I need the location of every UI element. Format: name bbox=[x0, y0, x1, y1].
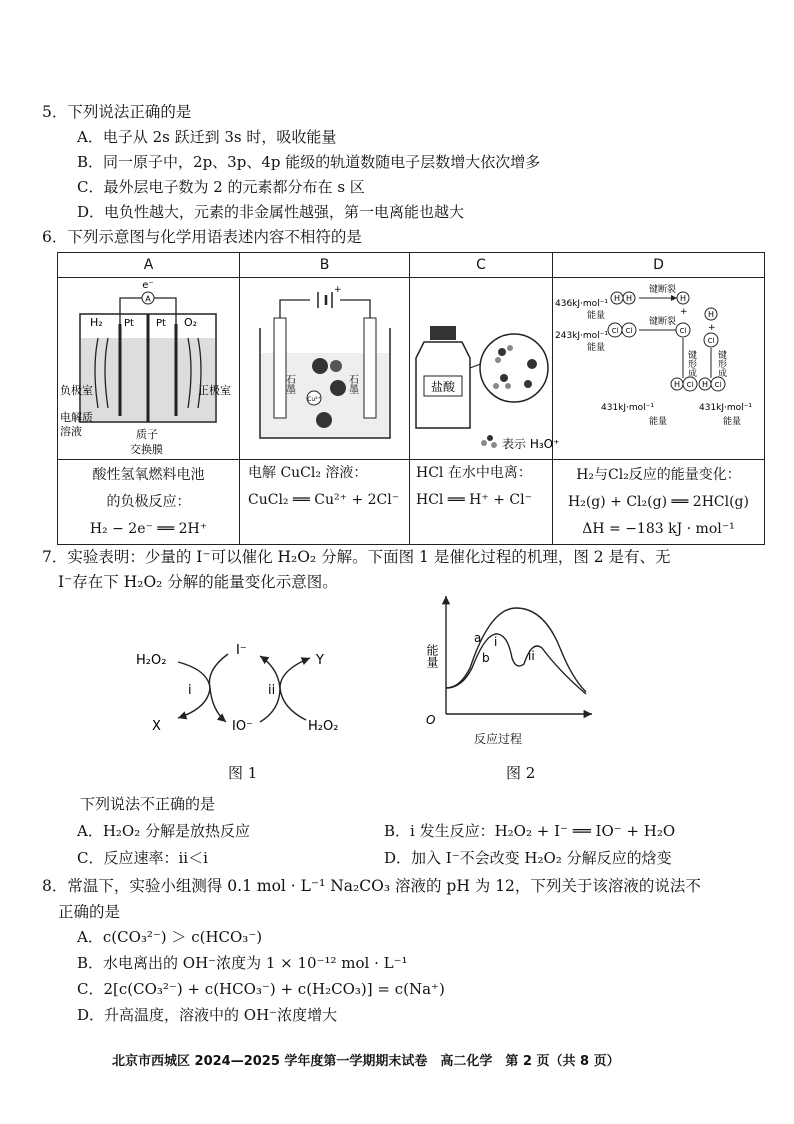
energy-label-1: 能量 bbox=[587, 311, 606, 321]
electrolyte-label-1: 电解质 bbox=[60, 411, 93, 424]
svg-text:Cl: Cl bbox=[707, 337, 715, 345]
header-c: C bbox=[410, 253, 553, 278]
curve-a bbox=[446, 608, 586, 692]
svg-text:H: H bbox=[625, 294, 633, 303]
q7-option-b: B．i 发生反应：H₂O₂ + I⁻ ══ IO⁻ + H₂O bbox=[384, 822, 676, 840]
curve-a-label: a bbox=[474, 631, 482, 645]
graphite-label-right: 石墨 bbox=[346, 374, 358, 394]
hydrochloric-acid-diagram bbox=[410, 278, 560, 459]
svg-text:H: H bbox=[613, 294, 621, 303]
page-footer: 北京市西城区 2024—2025 学年度第一学期期末试卷 高二化学 第 2 页（共 8 页） bbox=[112, 1054, 620, 1069]
peak-i-label: i bbox=[494, 635, 498, 649]
energy-243-label: 243kJ·mol⁻¹ bbox=[555, 331, 609, 341]
bond-energy-diagram bbox=[553, 278, 764, 459]
step-ii-label: ii bbox=[268, 683, 276, 698]
step-i-label: i bbox=[188, 683, 192, 698]
curve-b bbox=[446, 634, 586, 694]
membrane-label-1: 质子 bbox=[136, 428, 158, 441]
electrolysis-diagram bbox=[240, 278, 409, 459]
svg-text:Cl: Cl bbox=[625, 327, 633, 335]
svg-text:Cl: Cl bbox=[611, 327, 619, 335]
form-label-2: 键形成 bbox=[716, 350, 726, 377]
cl-ion bbox=[312, 358, 328, 374]
pt-left-label: Pt bbox=[124, 318, 134, 329]
q6-table bbox=[57, 252, 765, 545]
graphite-electrode-right bbox=[364, 318, 376, 418]
cl-ion bbox=[330, 380, 346, 396]
bottle-label: 盐酸 bbox=[430, 380, 456, 394]
q5-option-a: A．电子从 2s 跃迁到 3s 时，吸收能量 bbox=[77, 128, 337, 146]
peak-ii-label: ii bbox=[528, 649, 535, 663]
table-header-row bbox=[58, 253, 765, 278]
y-axis-label: 能量 bbox=[425, 644, 439, 668]
energy-436-label: 436kJ·mol⁻¹ bbox=[555, 299, 609, 309]
q7-stem-1: 7．实验表明：少量的 I⁻可以催化 H₂O₂ 分解。下面图 1 是催化过程的机理，图 2 是有、无 bbox=[42, 548, 671, 566]
pt-right-label: Pt bbox=[156, 318, 166, 329]
origin-label: O bbox=[426, 713, 436, 727]
iodide-label: I⁻ bbox=[236, 643, 247, 658]
svg-text:Cl: Cl bbox=[714, 381, 722, 389]
svg-text:+: + bbox=[334, 285, 342, 295]
caption-b: 电解 CuCl₂ 溶液： CuCl₂ ══ Cu²⁺ + 2Cl⁻ bbox=[240, 460, 410, 545]
svg-text:H: H bbox=[679, 294, 687, 303]
svg-text:H: H bbox=[701, 380, 709, 389]
q6-stem: 6．下列示意图与化学用语表述内容不相符的是 bbox=[42, 228, 362, 246]
q8-stem-1: 8．常温下，实验小组测得 0.1 mol · L⁻¹ Na₂CO₃ 溶液的 pH 为 12，下列关于该溶液的说法不 bbox=[42, 877, 701, 895]
q5-option-b: B．同一原子中，2p、3p、4p 能级的轨道数随电子层数增大依次增多 bbox=[77, 153, 541, 171]
h2o2-second-label: H₂O₂ bbox=[308, 719, 339, 734]
q7-stem-2: I⁻存在下 H₂O₂ 分解的能量变化示意图。 bbox=[58, 573, 338, 591]
step-i-arrow-left bbox=[178, 662, 210, 718]
h2-label: H₂ bbox=[90, 316, 103, 329]
catalysis-mechanism-figure bbox=[120, 630, 370, 740]
figure-row bbox=[58, 278, 765, 460]
energy-label-2: 能量 bbox=[587, 343, 606, 353]
anode-chamber-label: 负极室 bbox=[60, 384, 93, 397]
fuel-cell-diagram bbox=[58, 278, 239, 459]
svg-text:Cu²⁺: Cu²⁺ bbox=[307, 396, 321, 403]
q7-lead: 下列说法不正确的是 bbox=[80, 795, 216, 813]
magnified-view bbox=[480, 334, 548, 402]
graphite-electrode-left bbox=[274, 318, 286, 418]
membrane-label-2: 交换膜 bbox=[130, 443, 163, 456]
svg-text:+: + bbox=[680, 307, 688, 317]
header-b: B bbox=[240, 253, 410, 278]
q8-option-a: A．c(CO₃²⁻) ＞ c(HCO₃⁻) bbox=[77, 928, 263, 946]
energy-label-4: 能量 bbox=[723, 417, 742, 427]
svg-text:+: + bbox=[708, 323, 716, 333]
o2-label: O₂ bbox=[184, 316, 198, 329]
graphite-label-left: 石墨 bbox=[283, 374, 295, 394]
break-label-2: 键断裂 bbox=[649, 317, 677, 327]
cathode-chamber-label: 正极室 bbox=[198, 384, 231, 397]
hypoiodite-label: IO⁻ bbox=[232, 719, 253, 734]
step-ii-arrow-right bbox=[280, 658, 310, 720]
q7-option-d: D．加入 I⁻不会改变 H₂O₂ 分解反应的焓变 bbox=[384, 849, 672, 867]
q7-option-a: A．H₂O₂ 分解是放热反应 bbox=[77, 822, 251, 840]
electron-label: e⁻ bbox=[142, 280, 154, 291]
q8-option-c: C．2[c(CO₃²⁻) + c(HCO₃⁻) + c(H₂CO₃)] = c(Na⁺) bbox=[77, 980, 445, 998]
q5-stem: 5．下列说法正确的是 bbox=[42, 103, 192, 121]
step-i-arrow-right bbox=[209, 654, 228, 722]
h2o2-reactant-label: H₂O₂ bbox=[136, 653, 167, 668]
q8-option-b: B．水电离出的 OH⁻浓度为 1 × 10⁻¹² mol · L⁻¹ bbox=[77, 954, 408, 972]
form-label-1: 键形成 bbox=[686, 350, 696, 377]
svg-text:A: A bbox=[145, 294, 151, 304]
electrolyte-label-2: 溶液 bbox=[60, 425, 82, 438]
break-label-1: 键断裂 bbox=[649, 285, 677, 295]
svg-text:H: H bbox=[673, 380, 681, 389]
bottle-cap bbox=[430, 326, 456, 340]
h3o-icon bbox=[487, 435, 493, 441]
energy-profile-figure bbox=[420, 588, 600, 736]
svg-text:Cl: Cl bbox=[686, 381, 694, 389]
q5-option-c: C．最外层电子数为 2 的元素都分布在 s 区 bbox=[77, 178, 365, 196]
header-a: A bbox=[58, 253, 240, 278]
figure-2-label: 图 2 bbox=[506, 764, 536, 782]
cl-ion bbox=[316, 412, 332, 428]
h3o-legend: 表示 H₃O⁺ bbox=[502, 437, 560, 451]
q7-option-c: C．反应速率：ii＜i bbox=[77, 849, 208, 867]
curve-b-label: b bbox=[482, 651, 490, 665]
caption-row bbox=[58, 460, 765, 545]
caption-a: 酸性氢氧燃料电池 的负极反应： H₂ − 2e⁻ ══ 2H⁺ bbox=[58, 460, 240, 545]
svg-text:Cl: Cl bbox=[679, 327, 687, 335]
product-y-label: Y bbox=[316, 653, 324, 668]
x-axis-label: 反应过程 bbox=[474, 732, 523, 746]
header-d: D bbox=[553, 253, 765, 278]
caption-c: HCl 在水中电离： HCl ══ H⁺ + Cl⁻ bbox=[410, 460, 553, 545]
q8-stem-2: 正确的是 bbox=[58, 903, 121, 921]
figure-1-label: 图 1 bbox=[228, 764, 258, 782]
svg-text:H: H bbox=[707, 310, 715, 319]
energy-431-label-2: 431kJ·mol⁻¹ bbox=[699, 403, 753, 413]
q5-option-d: D．电负性越大，元素的非金属性越强，第一电离能也越大 bbox=[77, 203, 465, 221]
energy-431-label-1: 431kJ·mol⁻¹ bbox=[601, 403, 655, 413]
caption-d: H₂与Cl₂反应的能量变化： H₂(g) + Cl₂(g) ══ 2HCl(g) ΔH = −183 kJ · mol⁻¹ bbox=[553, 460, 765, 545]
energy-label-3: 能量 bbox=[649, 417, 668, 427]
product-x-label: X bbox=[152, 719, 161, 734]
q8-option-d: D．升高温度，溶液中的 OH⁻浓度增大 bbox=[77, 1006, 338, 1024]
